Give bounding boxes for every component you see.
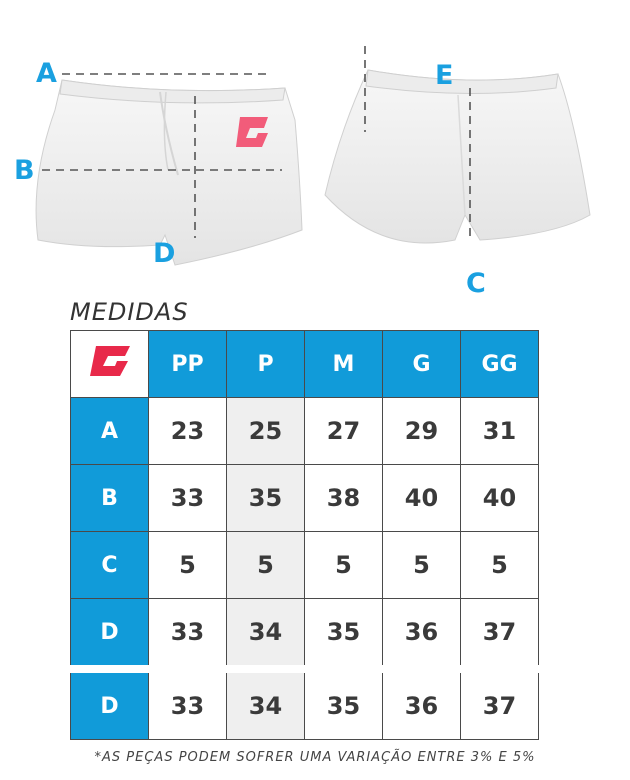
row-label: D <box>71 599 149 670</box>
row-label: C <box>71 532 149 599</box>
measure-label-c: C <box>466 268 486 299</box>
table-cell: 37 <box>461 669 539 740</box>
table-cell: 34 <box>227 599 305 670</box>
size-header-g: G <box>383 331 461 398</box>
table-cell: 40 <box>461 465 539 532</box>
table-cell: 35 <box>227 465 305 532</box>
size-table <box>70 330 539 740</box>
table-cell: 5 <box>383 532 461 599</box>
table-cell: 29 <box>383 398 461 465</box>
measure-label-d: D <box>153 238 176 269</box>
table-cell: 25 <box>227 398 305 465</box>
measure-label-a: A <box>36 58 57 89</box>
measure-label-e: E <box>435 60 454 91</box>
table-row <box>71 398 539 465</box>
table-cell: 33 <box>149 599 227 670</box>
size-header-pp: PP <box>149 331 227 398</box>
brand-logo-icon <box>88 344 132 378</box>
table-cell: 36 <box>383 669 461 740</box>
table-cell: 33 <box>149 669 227 740</box>
measure-label-b: B <box>14 155 35 186</box>
table-cell: 40 <box>383 465 461 532</box>
table-row <box>71 599 539 670</box>
table-cell: 33 <box>149 465 227 532</box>
table-cell: 5 <box>227 532 305 599</box>
footnote: *AS PEÇAS PODEM SOFRER UMA VARIAÇÃO ENTRE 3% E 5% <box>94 750 536 765</box>
table-cell: 34 <box>227 669 305 740</box>
section-title: MEDIDAS <box>70 298 189 326</box>
row-label: A <box>71 398 149 465</box>
table-cell: 5 <box>149 532 227 599</box>
size-header-m: M <box>305 331 383 398</box>
size-header-p: P <box>227 331 305 398</box>
table-cell: 36 <box>383 599 461 670</box>
table-cell: 35 <box>305 599 383 670</box>
table-cell: 35 <box>305 669 383 740</box>
table-header-row <box>71 331 539 398</box>
table-cell: 37 <box>461 599 539 670</box>
table-row <box>71 669 539 740</box>
row-label: B <box>71 465 149 532</box>
table-cell: 23 <box>149 398 227 465</box>
shorts-illustration <box>0 0 630 300</box>
table-cell: 27 <box>305 398 383 465</box>
table-row <box>71 465 539 532</box>
table-cell: 5 <box>305 532 383 599</box>
logo-cell <box>71 331 149 398</box>
table-cell: 31 <box>461 398 539 465</box>
table-row <box>71 532 539 599</box>
size-header-gg: GG <box>461 331 539 398</box>
table-cell: 5 <box>461 532 539 599</box>
row-label: D <box>71 669 149 740</box>
table-cell: 38 <box>305 465 383 532</box>
